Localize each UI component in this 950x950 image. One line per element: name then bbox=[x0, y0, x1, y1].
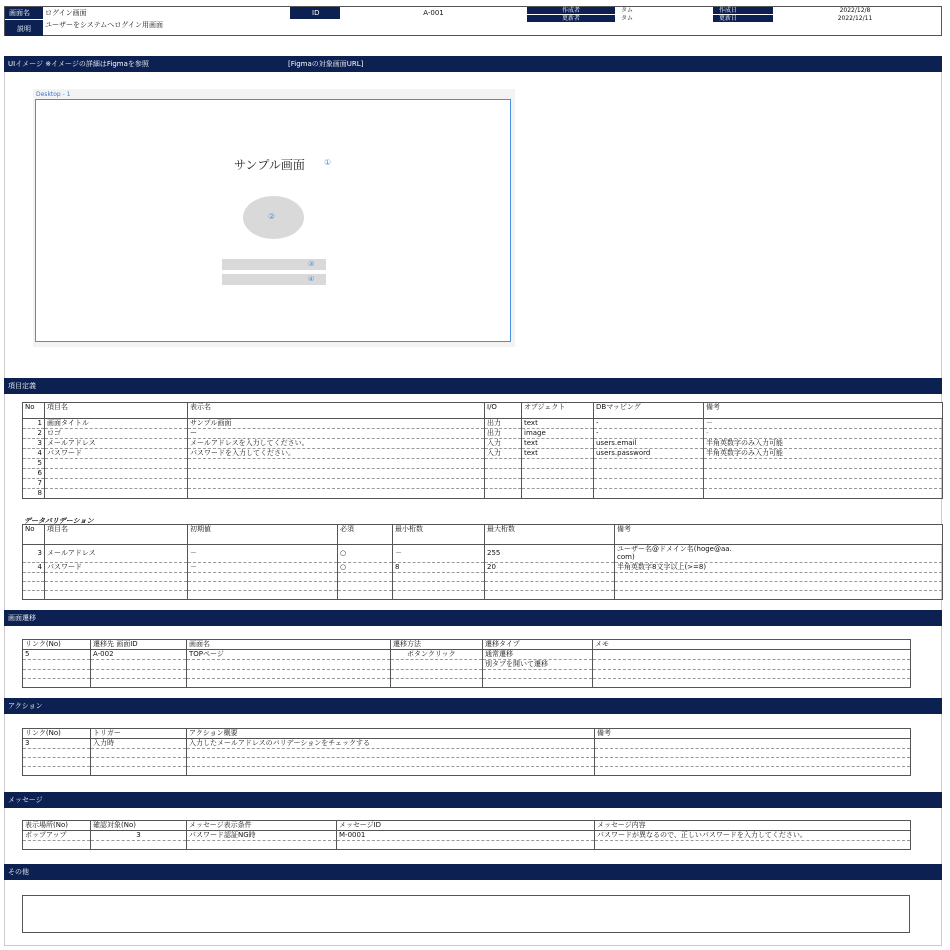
validation-title: データバリデーション bbox=[24, 517, 94, 525]
cell-condition: パスワード認証NG時 bbox=[187, 831, 337, 841]
cell-dest-id: A-002 bbox=[91, 650, 187, 660]
col-initial: 初期値 bbox=[188, 525, 338, 545]
table-row bbox=[23, 670, 911, 679]
col-memo: メモ bbox=[593, 640, 911, 650]
cell-action-summary: 入力したメールアドレスのバリデーションをチェックする bbox=[187, 739, 595, 749]
cell-db: users.password bbox=[594, 449, 704, 459]
desc-value: ユーザーをシステムへログイン用画面 bbox=[45, 21, 163, 29]
cell-link: 3 bbox=[23, 739, 91, 749]
col-condition: メッセージ表示条件 bbox=[187, 821, 337, 831]
cell-item-name: パスワード bbox=[45, 449, 188, 459]
col-message-content: メッセージ内容 bbox=[595, 821, 911, 831]
col-min: 最小桁数 bbox=[393, 525, 485, 545]
items-section-header: 項目定義 bbox=[4, 378, 942, 394]
header-block bbox=[4, 6, 942, 36]
cell-object: image bbox=[522, 429, 594, 439]
cell-link: 5 bbox=[23, 650, 91, 660]
table-row bbox=[23, 439, 943, 449]
col-link: リンク(No) bbox=[23, 640, 91, 650]
col-dest-id: 遷移先 画面ID bbox=[91, 640, 187, 650]
col-trigger: トリガー bbox=[91, 729, 187, 739]
cell-location: ポップアップ bbox=[23, 831, 91, 841]
cell-io: 入力 bbox=[485, 449, 522, 459]
transition-header-row bbox=[23, 640, 911, 650]
other-section-header: その他 bbox=[4, 864, 942, 880]
id-value: A-001 bbox=[423, 9, 444, 17]
message-header-row bbox=[23, 821, 911, 831]
updated-label: 更新日 bbox=[713, 15, 773, 22]
table-row bbox=[23, 479, 943, 489]
cell-no: 8 bbox=[23, 489, 45, 499]
cell-object: text bbox=[522, 449, 594, 459]
validation-table bbox=[22, 524, 943, 600]
cell-remarks: 半角英数字8文字以上(>=8) bbox=[615, 563, 943, 573]
ui-image-section-header bbox=[4, 56, 942, 72]
cell-db: users.email bbox=[594, 439, 704, 449]
cell-remarks: － bbox=[704, 419, 943, 429]
table-row bbox=[23, 449, 943, 459]
cell-item-name: ロゴ bbox=[45, 429, 188, 439]
updater-label: 更新者 bbox=[527, 15, 615, 22]
col-no: No bbox=[23, 525, 45, 545]
cell-trigger: 入力時 bbox=[91, 739, 187, 749]
other-notes-box bbox=[22, 895, 910, 933]
table-row bbox=[23, 582, 943, 591]
cell-remarks: 半角英数字のみ入力可能 bbox=[704, 439, 943, 449]
col-screen-name: 画面名 bbox=[187, 640, 391, 650]
screen-name-label: 画面名 bbox=[5, 7, 43, 19]
table-row bbox=[23, 429, 943, 439]
col-item-name: 項目名 bbox=[45, 525, 188, 545]
updater-value: タム bbox=[621, 15, 634, 22]
cell-no: 1 bbox=[23, 419, 45, 429]
table-row bbox=[23, 841, 911, 850]
action-table bbox=[22, 728, 911, 776]
table-row bbox=[23, 650, 911, 660]
created-label: 作成日 bbox=[713, 7, 773, 14]
updated-value: 2022/12/11 bbox=[837, 15, 873, 22]
cell-no: 4 bbox=[23, 563, 45, 573]
creator-label: 作成者 bbox=[527, 7, 615, 14]
table-row bbox=[23, 489, 943, 499]
action-header-row bbox=[23, 729, 911, 739]
cell-no: 6 bbox=[23, 469, 45, 479]
cell-type: 別タブを開いて遷移 bbox=[483, 660, 593, 670]
creator-value: タム bbox=[621, 7, 634, 14]
col-display-name: 表示名 bbox=[188, 403, 485, 419]
remarks-line-1: ユーザー名@ドメイン名(hoge@aa. bbox=[617, 545, 732, 553]
cell-item-name: メールアドレス bbox=[45, 545, 188, 563]
message-table bbox=[22, 820, 911, 850]
col-remarks: 備考 bbox=[595, 729, 911, 739]
cell-no: 2 bbox=[23, 429, 45, 439]
col-db-mapping: DBマッピング bbox=[594, 403, 704, 419]
validation-header-row bbox=[23, 525, 943, 545]
cell-object: text bbox=[522, 419, 594, 429]
cell-display-name: メールアドレスを入力してください。 bbox=[188, 439, 485, 449]
cell-min: 8 bbox=[393, 563, 485, 573]
cell-item-name: メールアドレス bbox=[45, 439, 188, 449]
col-io: I/O bbox=[485, 403, 522, 419]
message-section-header: メッセージ bbox=[4, 792, 942, 808]
col-location: 表示場所(No) bbox=[23, 821, 91, 831]
table-row bbox=[23, 831, 911, 841]
cell-no: 7 bbox=[23, 479, 45, 489]
cell-target: 3 bbox=[91, 831, 187, 841]
table-row bbox=[23, 419, 943, 429]
cell-remarks bbox=[595, 739, 911, 749]
cell-type: 通常遷移 bbox=[483, 650, 593, 660]
figma-link[interactable]: [Figmaの対象画面URL] bbox=[288, 60, 364, 68]
cell-item-name: 画面タイトル bbox=[45, 419, 188, 429]
cell-io: 出力 bbox=[485, 419, 522, 429]
col-item-name: 項目名 bbox=[45, 403, 188, 419]
cell-display-name: サンプル画面 bbox=[188, 419, 485, 429]
table-row bbox=[23, 563, 943, 573]
table-row bbox=[23, 749, 911, 758]
mockup-title: サンプル画面 bbox=[234, 158, 305, 172]
cell-no: 3 bbox=[23, 545, 45, 563]
desc-label: 説明 bbox=[5, 20, 43, 36]
cell-remarks bbox=[615, 545, 943, 563]
cell-required: ○ bbox=[338, 563, 393, 573]
items-table bbox=[22, 402, 943, 499]
cell-no: 3 bbox=[23, 439, 45, 449]
cell-object: text bbox=[522, 439, 594, 449]
cell-display-name: ー bbox=[188, 429, 485, 439]
col-max: 最大桁数 bbox=[485, 525, 615, 545]
transition-table bbox=[22, 639, 911, 688]
table-row bbox=[23, 767, 911, 776]
col-method: 遷移方法 bbox=[391, 640, 483, 650]
cell-initial: － bbox=[188, 563, 338, 573]
col-message-id: メッセージID bbox=[337, 821, 595, 831]
col-required: 必須 bbox=[338, 525, 393, 545]
marker-2: ② bbox=[268, 212, 276, 221]
cell-db: - bbox=[594, 419, 704, 429]
marker-3: ③ bbox=[308, 260, 315, 268]
cell-method: ボタンクリック bbox=[391, 650, 483, 660]
col-target: 確認対象(No) bbox=[91, 821, 187, 831]
cell-remarks: 半角英数字のみ入力可能 bbox=[704, 449, 943, 459]
cell-min: － bbox=[393, 545, 485, 563]
transition-section-header: 画面遷移 bbox=[4, 610, 942, 626]
table-row bbox=[23, 679, 911, 688]
table-row bbox=[23, 739, 911, 749]
marker-1: ① bbox=[324, 158, 332, 167]
items-header-row bbox=[23, 403, 943, 419]
cell-io: 入力 bbox=[485, 439, 522, 449]
cell-remarks: - bbox=[704, 429, 943, 439]
created-value: 2022/12/8 bbox=[839, 7, 871, 14]
cell-initial: － bbox=[188, 545, 338, 563]
cell-message-content: パスワードが異なるので、正しいパスワードを入力してください。 bbox=[595, 831, 911, 841]
table-row bbox=[23, 591, 943, 600]
cell-no: 4 bbox=[23, 449, 45, 459]
cell-screen-name: TOPページ bbox=[187, 650, 391, 660]
cell-required: ○ bbox=[338, 545, 393, 563]
table-row bbox=[23, 758, 911, 767]
table-row bbox=[23, 545, 943, 563]
cell-display-name: パスワードを入力してください。 bbox=[188, 449, 485, 459]
screen-name-value: ログイン画面 bbox=[45, 9, 87, 17]
cell-no: 5 bbox=[23, 459, 45, 469]
table-row bbox=[23, 573, 943, 582]
table-row bbox=[23, 469, 943, 479]
cell-memo bbox=[593, 650, 911, 660]
action-section-header: アクション bbox=[4, 698, 942, 714]
table-row bbox=[23, 459, 943, 469]
cell-io: 出力 bbox=[485, 429, 522, 439]
col-object: オブジェクト bbox=[522, 403, 594, 419]
col-link: リンク(No) bbox=[23, 729, 91, 739]
frame-label: Desktop - 1 bbox=[36, 91, 71, 98]
table-row bbox=[23, 660, 911, 670]
cell-db: - bbox=[594, 429, 704, 439]
col-action-summary: アクション概要 bbox=[187, 729, 595, 739]
cell-max: 20 bbox=[485, 563, 615, 573]
col-no: No bbox=[23, 403, 45, 419]
col-type: 遷移タイプ bbox=[483, 640, 593, 650]
marker-4: ④ bbox=[308, 275, 315, 283]
ui-image-section-title: UIイメージ ※イメージの詳細はFigmaを参照 bbox=[8, 60, 149, 68]
col-remarks: 備考 bbox=[615, 525, 943, 545]
cell-item-name: パスワード bbox=[45, 563, 188, 573]
ui-image-area bbox=[4, 72, 942, 378]
remarks-line-2: com) bbox=[617, 553, 635, 561]
cell-max: 255 bbox=[485, 545, 615, 563]
cell-message-id: M-0001 bbox=[337, 831, 595, 841]
mockup-frame bbox=[35, 99, 511, 342]
col-remarks: 備考 bbox=[704, 403, 943, 419]
id-label: ID bbox=[290, 7, 340, 19]
